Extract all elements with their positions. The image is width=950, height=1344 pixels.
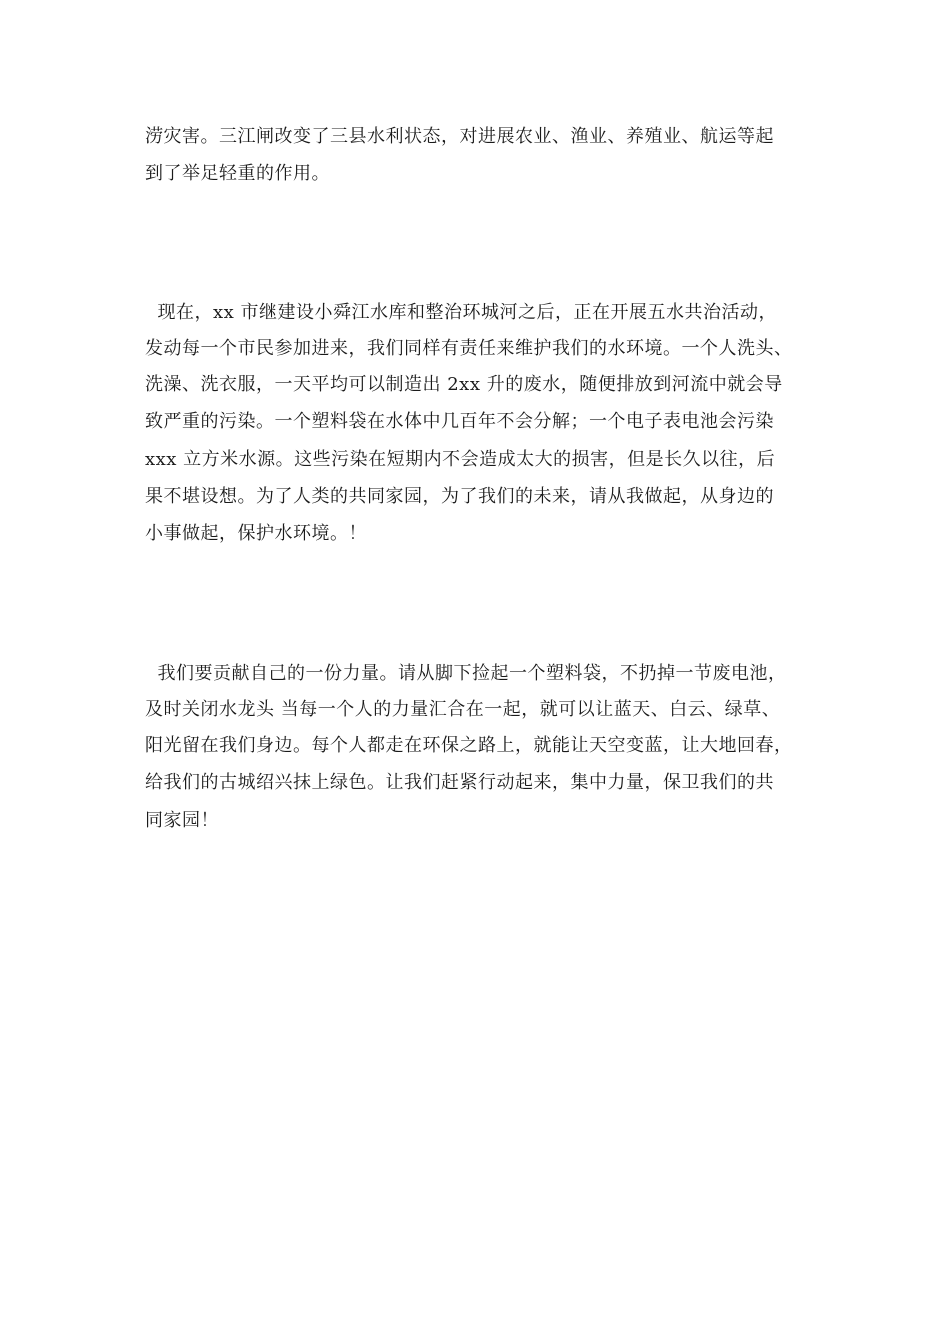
paragraph-line: 阳光留在我们身边。每个人都走在环保之路上，就能让天空变蓝，让大地回春， xyxy=(145,735,793,756)
paragraph-line: xxx 立方米水源。这些污染在短期内不会造成太大的损害，但是长久以往，后 xyxy=(145,449,776,470)
paragraph-line: 同家园！ xyxy=(145,810,219,831)
paragraph-line: 涝灾害。三江闸改变了三县水利状态，对进展农业、渔业、养殖业、航运等起 xyxy=(145,126,774,147)
paragraph-line: 我们要贡献自己的一份力量。请从脚下捡起一个塑料袋，不扔掉一节废电池， xyxy=(145,663,787,684)
paragraph-line: 洗澡、洗衣服，一天平均可以制造出 2xx 升的废水，随便排放到河流中就会导 xyxy=(145,374,783,395)
paragraph-line: 发动每一个市民参加进来，我们同样有责任来维护我们的水环境。一个人洗头、 xyxy=(145,338,793,359)
paragraph-line: 小事做起，保护水环境。！ xyxy=(145,523,367,544)
paragraph-line: 果不堪设想。为了人类的共同家园，为了我们的未来，请从我做起，从身边的 xyxy=(145,486,774,507)
paragraph-line: 及时关闭水龙头 当每一个人的力量汇合在一起，就可以让蓝天、白云、绿草、 xyxy=(145,699,781,720)
paragraph-line: 现在，xx 市继建设小舜江水库和整治环城河之后，正在开展五水共治活动， xyxy=(145,302,777,323)
paragraph-line: 给我们的古城绍兴抹上绿色。让我们赶紧行动起来，集中力量，保卫我们的共 xyxy=(145,772,774,793)
paragraph-line: 到了举足轻重的作用。 xyxy=(145,163,330,184)
paragraph-line: 致严重的污染。一个塑料袋在水体中几百年不会分解；一个电子表电池会污染 xyxy=(145,411,774,432)
